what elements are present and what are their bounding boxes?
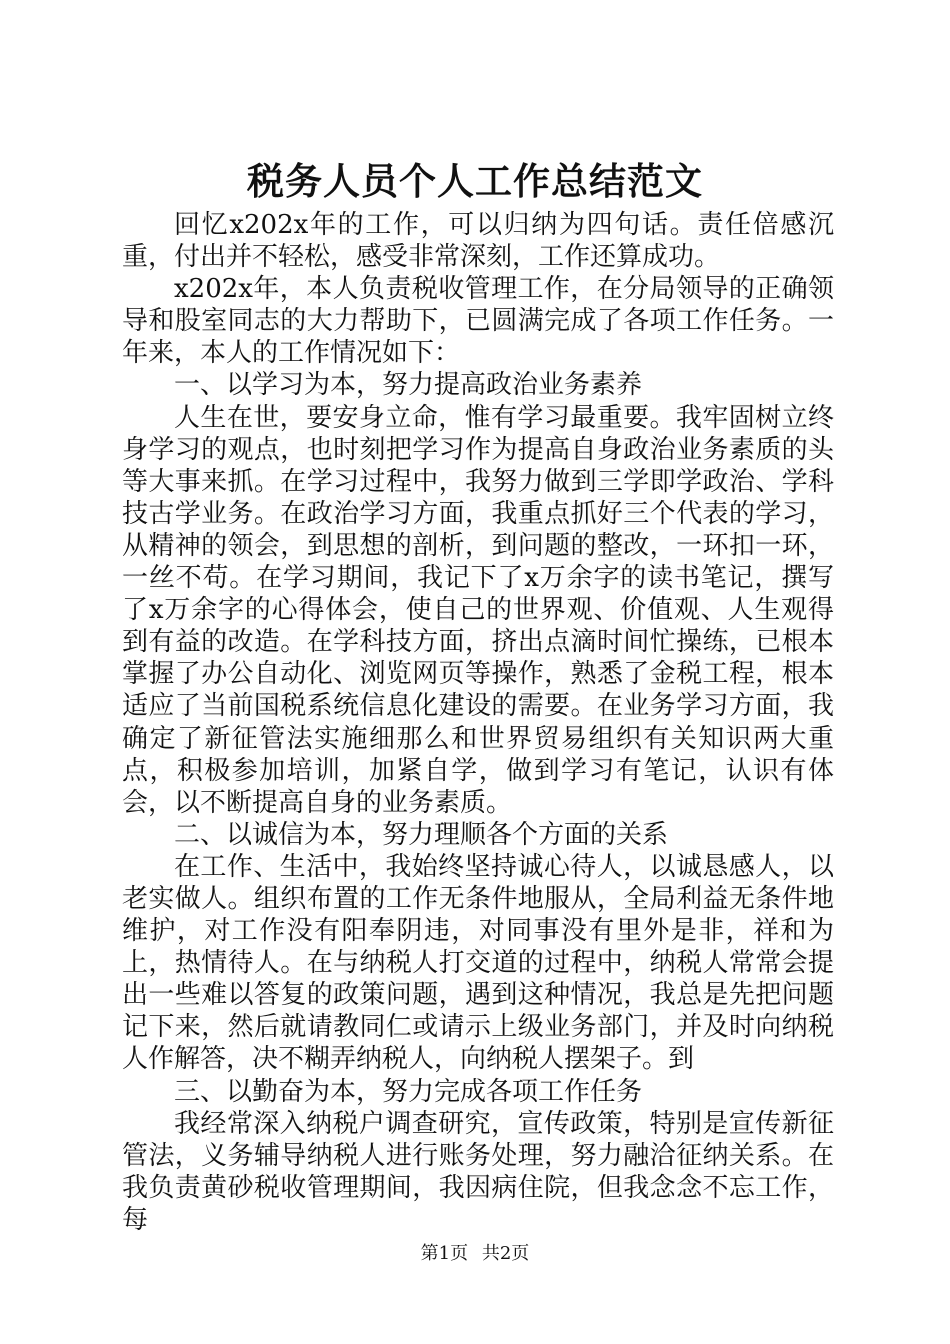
- paragraph-intro: 回忆x202x年的工作，可以归纳为四句话。责任倍感沉重，付出并不轻松，感受非常深刻，工作还算成功。: [122, 210, 834, 273]
- section-heading-2: 二、以诚信为本，努力理顺各个方面的关系: [174, 819, 669, 850]
- section-heading-3: 三、以勤奋为本，努力完成各项工作任务: [174, 1076, 643, 1107]
- page-number: 第1页: [420, 1243, 469, 1264]
- document-body: [122, 209, 834, 1236]
- paragraph-diligence: 我经常深入纳税户调查研究，宣传政策，特别是宣传新征管法，义务辅导纳税人进行账务处理，努力融洽征纳关系。在我负责黄砂税收管理期间，我因病住院，但我念念不忘工作，每: [122, 1108, 834, 1235]
- page-total: 共2页: [481, 1243, 530, 1264]
- page-footer: [0, 1242, 950, 1266]
- paragraph-integrity: 在工作、生活中，我始终坚持诚心待人，以诚恳感人，以老实做人。组织布置的工作无条件地服从，全局利益无条件地维护，对工作没有阳奉阴违，对同事没有里外是非，祥和为上，热情待人。在与纳税人打交道的过程中，纳税人常常会提出一些难以答复的政策问题，遇到这种情况，我总是先把问题记下来，然后就请教同仁或请示上级业务部门，并及时向纳税人作解答，决不糊弄纳税人，向纳税人摆架子。到: [122, 851, 834, 1075]
- section-heading-1: 一、以学习为本，努力提高政治业务素养: [174, 370, 643, 401]
- paragraph-study: 人生在世，要安身立命，惟有学习最重要。我牢固树立终身学习的观点，也时刻把学习作为提高自身政治业务素质的头等大事来抓。在学习过程中，我努力做到三学即学政治、学科技古学业务。在政治学习方面，我重点抓好三个代表的学习，从精神的领会，到思想的剖析，到问题的整改，一环扣一环，一丝不苟。在学习期间，我记下了x万余字的读书笔记，撰写了x万余字的心得体会，使自己的世界观、价值观、人生观得到有益的改造。在学科技方面，挤出点滴时间忙操练，已根本掌握了办公自动化、浏览网页等操作，熟悉了金税工程，根本适应了当前国税系统信息化建设的需要。在业务学习方面，我确定了新征管法实施细那么和世界贸易组织有关知识两大重点，积极参加培训，加紧自学，做到学习有笔记，认识有体会，以不断提高自身的业务素质。: [122, 402, 834, 818]
- paragraph-overview: x202x年，本人负责税收管理工作，在分局领导的正确领导和股室同志的大力帮助下，已圆满完成了各项工作任务。一年来，本人的工作情况如下：: [122, 274, 834, 369]
- document-title: 税务人员个人工作总结范文: [247, 159, 703, 203]
